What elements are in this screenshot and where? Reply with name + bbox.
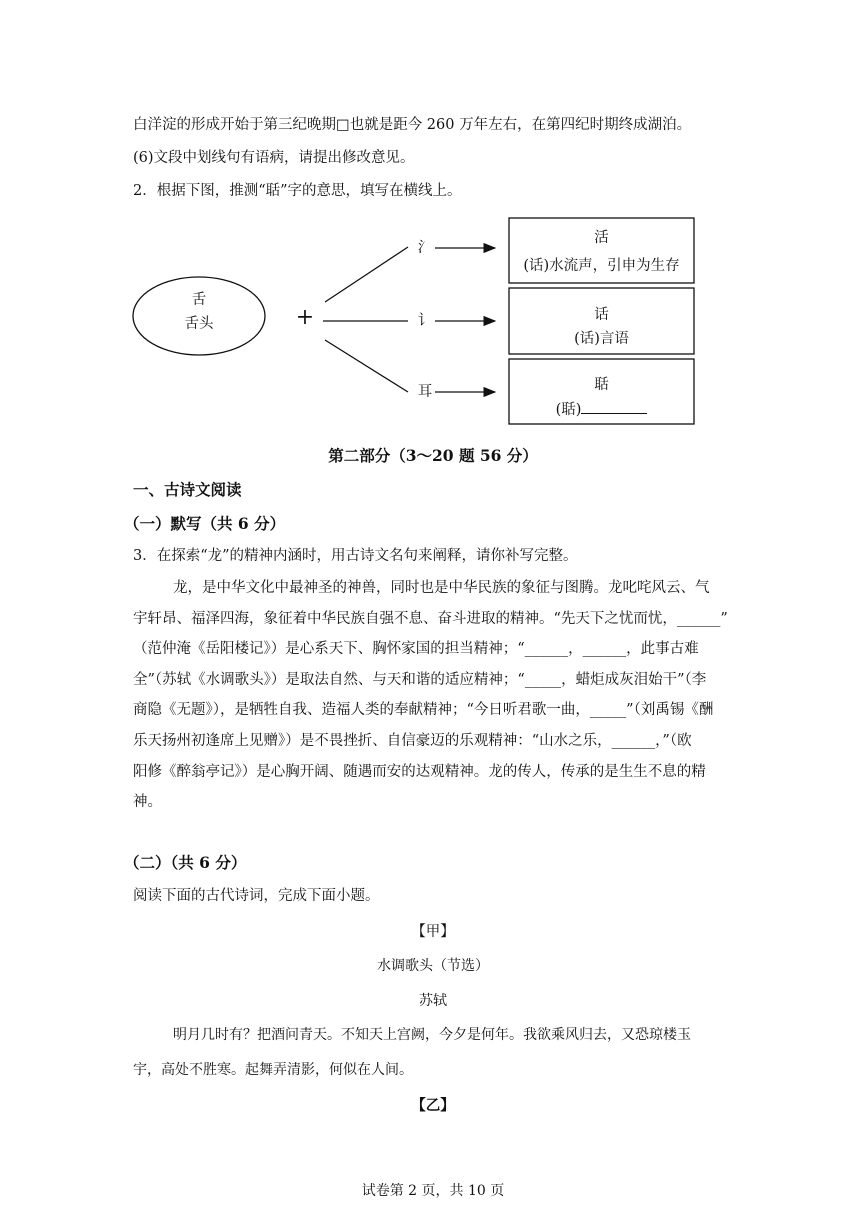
passage-line-5: 商隐《无题》），是牺牲自我、造福人类的奉献精神；“今日听君歌一曲，_____”（刘禹锡《酬: [133, 702, 714, 719]
branch-line-top: [325, 247, 408, 302]
box-guo: [509, 359, 694, 424]
section-1-heading: 一、古诗文阅读: [133, 480, 242, 499]
question-3: 3．在探索“龙”的精神内涵时，用古诗文名句来阐释，请你补写完整。: [133, 548, 578, 564]
question-2: 2．根据下图，推测“聒”字的意思，填写在横线上。: [133, 183, 462, 199]
box-hua-meaning: (话)言语: [574, 331, 629, 347]
box-huo: [509, 218, 694, 283]
passage-line-2: 宇轩昂、福泽四海，象征着中华民族自强不息、奋斗进取的精神。“先天下之忧而忧，______”: [133, 610, 728, 627]
ellipse-word: 舌头: [184, 316, 214, 332]
dragon-passage: [133, 573, 738, 818]
page-footer: 试卷第 2 页，共 10 页: [361, 1183, 505, 1199]
intro-line-1: 白洋淀的形成开始于第三纪晚期□也就是距今 260 万年左右，在第四纪时期终成湖泊。: [133, 117, 692, 133]
poem-line-2: 宇，高处不胜寒。起舞弄清影，何似在人间。: [133, 1062, 413, 1078]
box-guo-meaning: [509, 399, 694, 421]
passage-line-3: （范仲淹《岳阳楼记》）是心系天下、胸怀家国的担当精神；“______，______，此事古难: [133, 641, 699, 658]
character-diagram: [0, 0, 868, 440]
poem-label-b: 【乙】: [411, 1097, 455, 1114]
passage-line-6: 乐天扬州初逢席上见赠》）是不畏挫折、自信豪迈的乐观精神：“山水之乐，______，”（欧: [133, 732, 692, 749]
radical-ear: 耳: [417, 384, 433, 400]
answer-blank: [581, 399, 647, 414]
box-hua-char: 话: [594, 307, 609, 323]
box-guo-meaning-text: (聒): [555, 402, 582, 418]
poem-line-1: 明月几时有？把酒问青天。不知天上宫阙，今夕是何年。我欲乘风归去，又恐琼楼玉: [173, 1027, 691, 1043]
poem-label-a: 【甲】: [411, 924, 455, 940]
passage-line-4: 全”（苏轼《水调歌头》）是取法自然、与天和谐的适应精神；“_____，蜡炬成灰泪始干”（李: [133, 671, 707, 688]
poem-title: 水调歌头（节选）: [377, 958, 489, 974]
reading-instruction: 阅读下面的古代诗词，完成下面小题。: [133, 888, 380, 904]
radical-speech: 讠: [417, 313, 433, 329]
radical-water: 氵: [417, 240, 433, 256]
plus-sign: +: [295, 305, 315, 330]
box-hua: [509, 288, 694, 354]
ellipse-char: 舌: [191, 292, 207, 308]
tongue-ellipse: [133, 277, 265, 355]
passage-line-8: 神。: [133, 794, 162, 811]
passage-line-7: 阳修《醉翁亭记》）是心胸开阔、随遇而安的达观精神。龙的传人，传承的是生生不息的精: [133, 763, 706, 780]
diagram-lines: [0, 0, 868, 440]
passage-line-1: 龙，是中华文化中最神圣的神兽，同时也是中华民族的象征与图腾。龙叱咤风云、气: [173, 580, 710, 596]
subsection-1-heading: （一）默写（共 6 分）: [124, 514, 286, 533]
branch-line-bottom: [325, 340, 408, 392]
box-huo-char: 活: [594, 230, 609, 246]
part2-title: 第二部分（3～20 题 56 分）: [328, 446, 538, 465]
subsection-2-heading: （二）（共 6 分）: [124, 853, 247, 872]
question-6: (6)文段中划线句有语病，请提出修改意见。: [133, 150, 415, 166]
box-guo-char: 聒: [594, 377, 609, 393]
box-huo-meaning: (话)水流声，引申为生存: [523, 258, 680, 274]
poem-author: 苏轼: [419, 993, 447, 1009]
